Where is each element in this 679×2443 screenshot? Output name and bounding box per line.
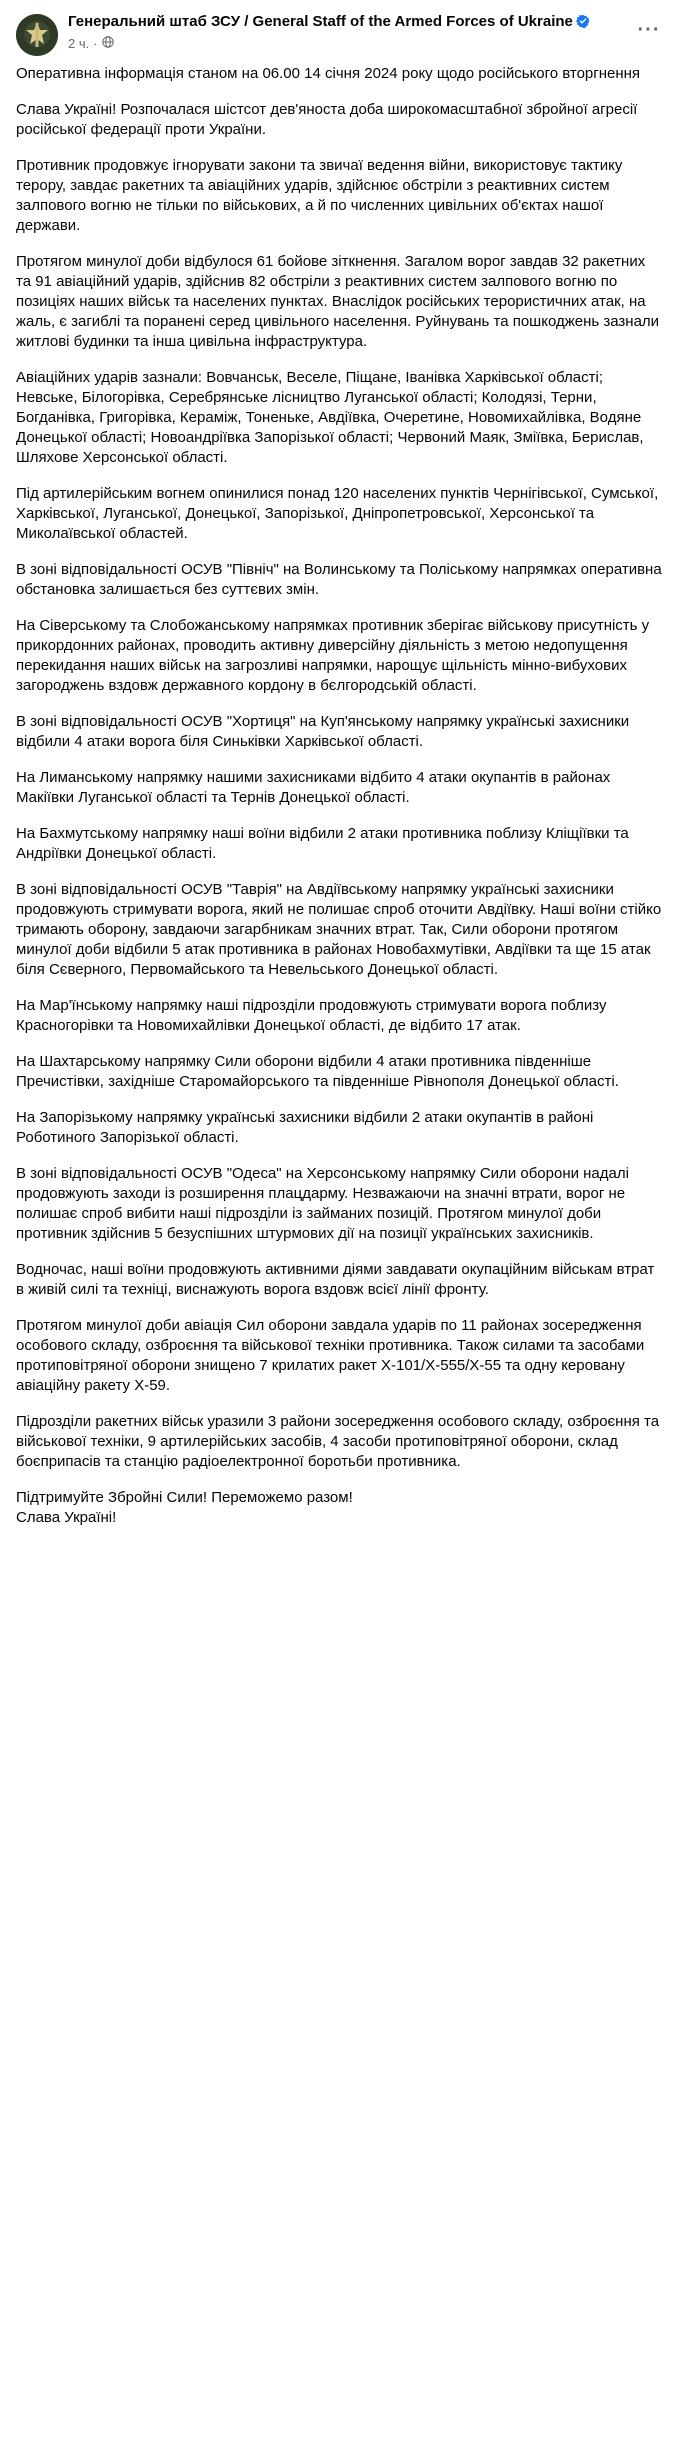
verified-badge-icon bbox=[576, 14, 590, 34]
meta-separator: · bbox=[93, 36, 98, 51]
post-text-body bbox=[0, 62, 679, 1542]
post-paragraph: На Шахтарському напрямку Сили оборони відбили 4 атаки противника південніше Пречистівки, західніше Старомайорського та південніше Рівнополя Донецької області. bbox=[16, 1053, 619, 1090]
post-paragraph: Протягом минулої доби відбулося 61 бойове зіткнення. Загалом ворог завдав 32 ракетних та 91 авіаційний ударів, здійснив 82 обстріли з реактивних систем залпового вогню по позиціях наших військ та населених пунктах. Внаслідок російських терористичних атак, на жаль, є загиблі та поранені серед цивільного населення. Руйнувань та пошкоджень зазнали житлові будинки та інша цивільна інфраструктура. bbox=[16, 253, 664, 350]
post-paragraph: Противник продовжує ігнорувати закони та звичаї ведення війни, використовує тактику терору, завдає ракетних та авіаційних ударів, здійснює обстріли з реактивних систем залпового вогню не тільки по військових, а й по численних цивільних об'єктах нашої держави. bbox=[16, 157, 627, 234]
page-name-row bbox=[68, 13, 590, 30]
globe-public-icon[interactable] bbox=[102, 36, 114, 52]
post-paragraph: На Мар'їнському напрямку наші підрозділи продовжують стримувати ворога поблизу Красногорівки та Новомихайлівки Донецької області, де відбито 17 атак. bbox=[16, 997, 611, 1034]
post-paragraph: Слава Україні! Розпочалася шістсот дев'яноста доба широкомасштабної збройної агресії російської федерації проти України. bbox=[16, 101, 642, 138]
post-paragraph: В зоні відповідальності ОСУВ "Хортиця" на Куп'янському напрямку українські захисники відбили 4 атаки ворога біля Синьківки Харківської області. bbox=[16, 713, 634, 750]
post-paragraph: Підрозділи ракетних військ уразили 3 райони зосередження особового складу, озброєння та військової техніки, 9 артилерійських засобів, 4 засоби протиповітряної оборони, склад боєприпасів та станцію радіоелектронної боротьби противника. bbox=[16, 1413, 664, 1470]
post-paragraph: На Бахмутському напрямку наші воїни відбили 2 атаки противника поблизу Кліщіївки та Андріївки Донецької області. bbox=[16, 825, 633, 862]
post-paragraph: Протягом минулої доби авіація Сил оборони завдала ударів по 11 районах зосередження особового складу, озброєння та військової техніки противника. Також силами та засобами протиповітряної оборони знищено 7 крилатих ракет Х-101/Х-555/Х-55 та одну керовану авіаційну ракету Х-59. bbox=[16, 1317, 649, 1394]
post-paragraph: На Сіверському та Слобожанському напрямках противник зберігає військову присутність у прикордонних районах, проводить активну диверсійну діяльність з метою недопущення перекидання наших військ на загрозливі напрямки, нарощує щільність мінно-вибухових загороджень вздовж державного кордону в бєлгородській області. bbox=[16, 617, 654, 694]
post-meta bbox=[68, 36, 627, 52]
post-paragraph: Під артилерійським вогнем опинилися понад 120 населених пунктів Чернігівської, Сумської, Харківської, Луганської, Донецької, Запорізької, Дніпропетровської, Херсонської та Миколаївської областей. bbox=[16, 485, 663, 542]
post-paragraph: Підтримуйте Збройні Сили! Переможемо разом! bbox=[16, 1489, 353, 1506]
post-paragraph: Оперативна інформація станом на 06.00 14 січня 2024 року щодо російського вторгнення bbox=[16, 65, 641, 82]
post-paragraph: Слава Україні! bbox=[16, 1509, 117, 1526]
post-paragraph: Авіаційних ударів зазнали: Вовчанськ, Веселе, Піщане, Іванівка Харківської області; Невське, Білогорівка, Серебрянське лісництво Луганської області; Колодязі, Терни, Богданівка, Григорівка, Кераміж, Тоненьке, Авдіївка, Очеретине, Новомихайлівка, Водяне Донецької області; Новоандріївка Запорізької області; Червоний Маяк, Зміївка, Берислав, Шляхове Херсонської області. bbox=[16, 369, 648, 466]
post-paragraph: На Запорізькому напрямку українські захисники відбили 2 атаки окупантів в районі Роботиного Запорізької області. bbox=[16, 1109, 598, 1146]
post-paragraph: В зоні відповідальності ОСУВ "Одеса" на Херсонському напрямку Сили оборони надалі продовжують заходи із розширення плацдарму. Незважаючи на значні втрати, ворог не полишає спроб вибити наші підрозділи із займаних позицій. Протягом минулої доби противник здійснив 5 безуспішних штурмових дії на позиції українських захисників. bbox=[16, 1165, 634, 1242]
post-paragraph: В зоні відповідальності ОСУВ "Північ" на Волинському та Поліському напрямках оперативна обстановка залишається без суттєвих змін. bbox=[16, 561, 666, 598]
post-paragraph: На Лиманському напрямку нашими захисниками відбито 4 атаки окупантів в районах Макіївки Луганської області та Тернів Донецької області. bbox=[16, 769, 615, 806]
header-text-block bbox=[68, 12, 663, 52]
post-paragraph: Водночас, наші воїни продовжують активними діями завдавати окупаційним військам втрат в живій силі та техніці, виснажують ворога вздовж всієї лінії фронту. bbox=[16, 1261, 659, 1298]
post-paragraph: В зоні відповідальності ОСУВ "Таврія" на Авдіївському напрямку українські захисники продовжують стримувати ворога, який не полишає спроб оточити Авдіївку. Наші воїни стійко тримають оборону, завдаючи загарбникам значних втрат. Так, Сили оборони протягом минулої доби відбили 5 атак противника в районах Новобахмутівки, Авдіївки та ще 15 атак біля Сєверного, Первомайського та Невельського Донецької області. bbox=[16, 881, 666, 978]
post-header bbox=[0, 0, 679, 62]
post-more-options-button[interactable]: ··· bbox=[637, 19, 661, 41]
avatar[interactable] bbox=[16, 14, 58, 56]
page-name-link[interactable]: Генеральний штаб ЗСУ / General Staff of the Armed Forces of Ukraine bbox=[68, 13, 573, 30]
post-timestamp[interactable]: 2 ч. bbox=[68, 36, 90, 51]
